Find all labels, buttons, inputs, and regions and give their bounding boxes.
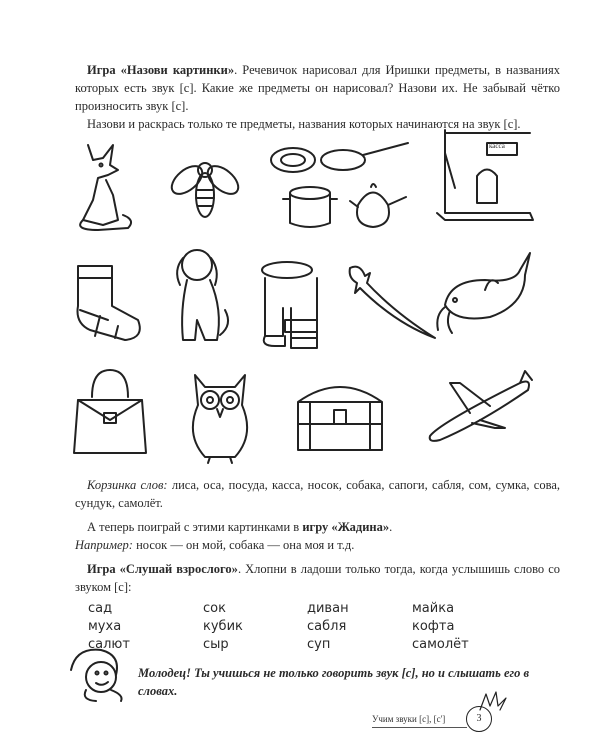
intro-text: . Речевичок нарисовал для Иришки предметы, в названиях которых есть звук [с]. Какие же предметы он нарисовал? Назови их. Не забывай чётко произносить звук [с]. — [75, 63, 560, 113]
word: сабля — [307, 619, 347, 634]
instruction-paragraph: Назови и раскрась только те предметы, названия которых начинаются на звук [с]. — [87, 117, 521, 131]
listen-game-title: Игра «Слушай взрослого» — [87, 562, 238, 576]
word-list — [88, 600, 560, 654]
ticket-sign: касса — [489, 142, 505, 150]
page-number: 3 — [466, 706, 492, 732]
greedy-end: . — [389, 520, 393, 534]
greedy-text: А теперь поиграй с этими картинками в — [87, 520, 303, 534]
word: сад — [88, 601, 113, 616]
chest-picture — [290, 372, 390, 457]
lower-section — [75, 476, 560, 700]
word: муха — [88, 619, 122, 634]
greedy-game-title: игру «Жадина» — [302, 520, 390, 534]
word: кубик — [203, 619, 243, 634]
mascot-picture — [66, 645, 128, 703]
game-title: Игра «Назови картинки» — [87, 63, 235, 77]
wasp-picture — [165, 140, 245, 225]
word: самолёт — [412, 637, 469, 652]
example-label: Например: — [75, 538, 133, 552]
example-text: носок — он мой, собака — она моя и т.д. — [132, 538, 355, 552]
catfish-picture — [430, 245, 535, 335]
boots-picture — [255, 258, 325, 353]
word-basket-label: Корзинка слов: — [87, 478, 168, 492]
saber-picture — [345, 258, 440, 343]
ticket-office-picture — [425, 128, 535, 233]
sock-picture — [70, 258, 150, 348]
word: суп — [307, 637, 331, 652]
word: диван — [307, 601, 349, 616]
greedy-game-paragraph — [75, 518, 560, 554]
airplane-picture — [420, 368, 540, 448]
handbag-picture — [70, 365, 150, 460]
word: майка — [412, 601, 455, 616]
word: сыр — [203, 637, 229, 652]
intro-paragraph — [75, 61, 560, 115]
word-basket-text: лиса, оса, посуда, касса, носок, собака, сапоги, сабля, сом, сумка, сова, сундук, самолёт. — [75, 478, 560, 510]
dog-picture — [165, 240, 240, 350]
dishes-picture — [268, 135, 416, 235]
praise-message: Молодец! Ты учишься не только говорить звук [с], но и слышать его в словах. — [138, 666, 530, 698]
fox-picture — [68, 140, 138, 235]
owl-picture — [180, 365, 260, 465]
listen-game-text: . Хлопни в ладоши только тогда, когда услышишь слово со звуком [с]: — [75, 562, 560, 594]
intro-section — [75, 61, 560, 133]
word-basket — [75, 476, 560, 512]
word: салют — [88, 637, 130, 652]
listen-game-paragraph — [75, 560, 560, 596]
footer-section: Учим звуки [с], [с'] — [372, 714, 467, 728]
word: сок — [203, 601, 226, 616]
word: кофта — [412, 619, 455, 634]
leaf-icon — [478, 690, 508, 712]
